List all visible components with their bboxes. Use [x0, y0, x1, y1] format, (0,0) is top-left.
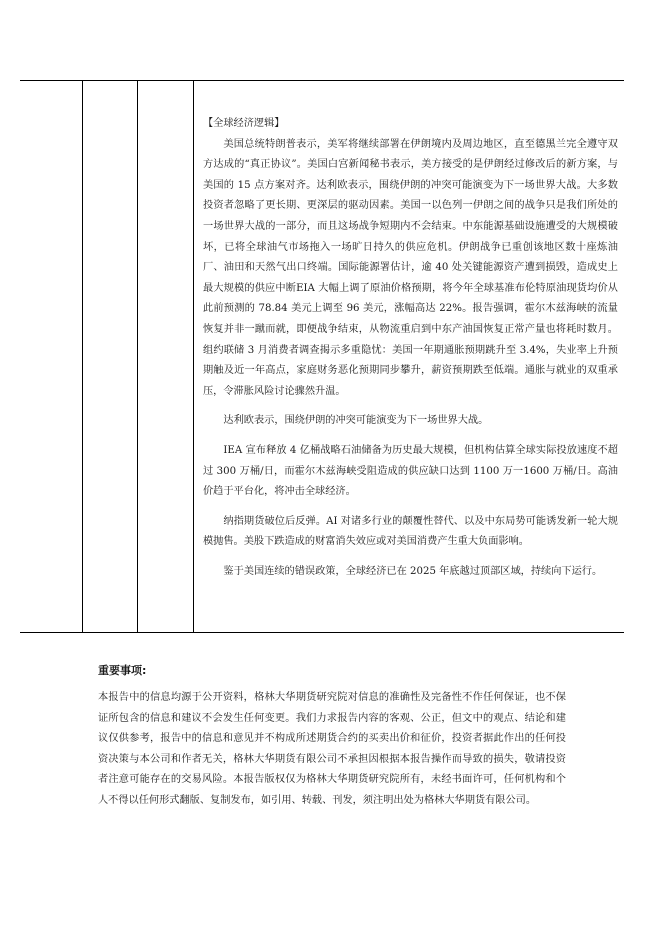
paragraph-iea: IEA 宣布释放 4 亿桶战略石油储备为历史最大规模，但机构估算全球实际投放速度不超过 300 万桶/日，而霍尔木兹海峡受阻造成的供应缺口达到 1100 万一1600 万桶/日。高油价趋于平台化，将冲击全球经济。	[203, 444, 618, 498]
column-divider	[82, 81, 83, 632]
paragraph-geopolitics: 美国总统特朗普表示，美军将继续部署在伊朗境内及周边地区，直至德黑兰完全遵守双方达成的“真正协议”。美国白宫新闻秘书表示，美方接受的是伊朗经过修改后的新方案，与美国的 15 点方案对齐。达利欧表示，围绕伊朗的冲突可能演变为下一场世界大战。大多数投资者忽略了更长期、更深层的驱动因素。美国一以色列一伊朗之间的战争只是我们所处的一场世界大战的一部分，而且这场战争短期内不会结束。中东能源基础设施遭受的大规模破坏，已将全球油气市场拖入一场旷日持久的供应危机。伊朗战争已重创该地区数十座炼油厂、油田和天然气出口终端。国际能源署估计，逾 40 处关键能源资产遭到损毁，造成史上最大规模的供应中断EIA 大幅上调了原油价格预期，将今年全球基准布伦特原油现货均价从此前预测的 78.84 美元上调至 96 美元，涨幅高达 22%。报告强调，霍尔木兹海峡的流量恢复并非一蹴而就，即便战争结束，从物流重启到中东产油国恢复正常产量也将耗时数月。组约联储 3 月消费者调查揭示多重隐忧：美国一年期通胀预期跳升至 3.4%，失业率上升预期触及近一年高点，家庭财务恶化预期同步攀升，薪资预期跌至低端。通胀与就业的双重承压，令滞胀风险讨论骤然升温。	[203, 138, 618, 397]
paragraph-dalio: 达利欧表示，围绕伊朗的冲突可能演变为下一场世界大战。	[223, 415, 489, 427]
notice-title: 重要事项:	[98, 664, 147, 677]
global-economy-logic-cell	[203, 114, 618, 591]
paragraph-conclusion: 鉴于美国连续的错误政策，全球经济已在 2025 年底越过顶部区域，持续向下运行。	[223, 565, 603, 577]
notice-text: 本报告中的信息均源于公开资料，格林大华期货研究院对信息的准确性及完备性不作任何保证，也不保证所包含的信息和建议不会发生任何变更。我们力求报告内容的客观、公正，但文中的观点、结论和建议仅供参考，报告中的信息和意见并不构成所述期货合约的买卖出价和征价，投资者据此作出的任何投资决策与本公司和作者无关，格林大华期货有限公司不承担因根据本报告操作而导致的损失，敬请投资者注意可能存在的交易风险。本报告版权仅为格林大华期货研究院所有，未经书面许可，任何机构和个人不得以任何形式翻版、复制发布，如引用、转载、刊发，须注明出处为格林大华期货有限公司。	[98, 692, 566, 806]
column-divider	[137, 81, 138, 632]
column-divider	[193, 81, 194, 632]
important-notice	[98, 662, 566, 812]
paragraph-nasdaq: 纳指期货破位后反弹。AI 对诸多行业的颠覆性替代、以及中东局势可能诱发新一轮大规模抛售。美股下跌造成的财富消失效应或对美国消费产生重大负面影响。	[203, 515, 618, 548]
section-heading: 【全球经济逻辑】	[203, 118, 285, 129]
